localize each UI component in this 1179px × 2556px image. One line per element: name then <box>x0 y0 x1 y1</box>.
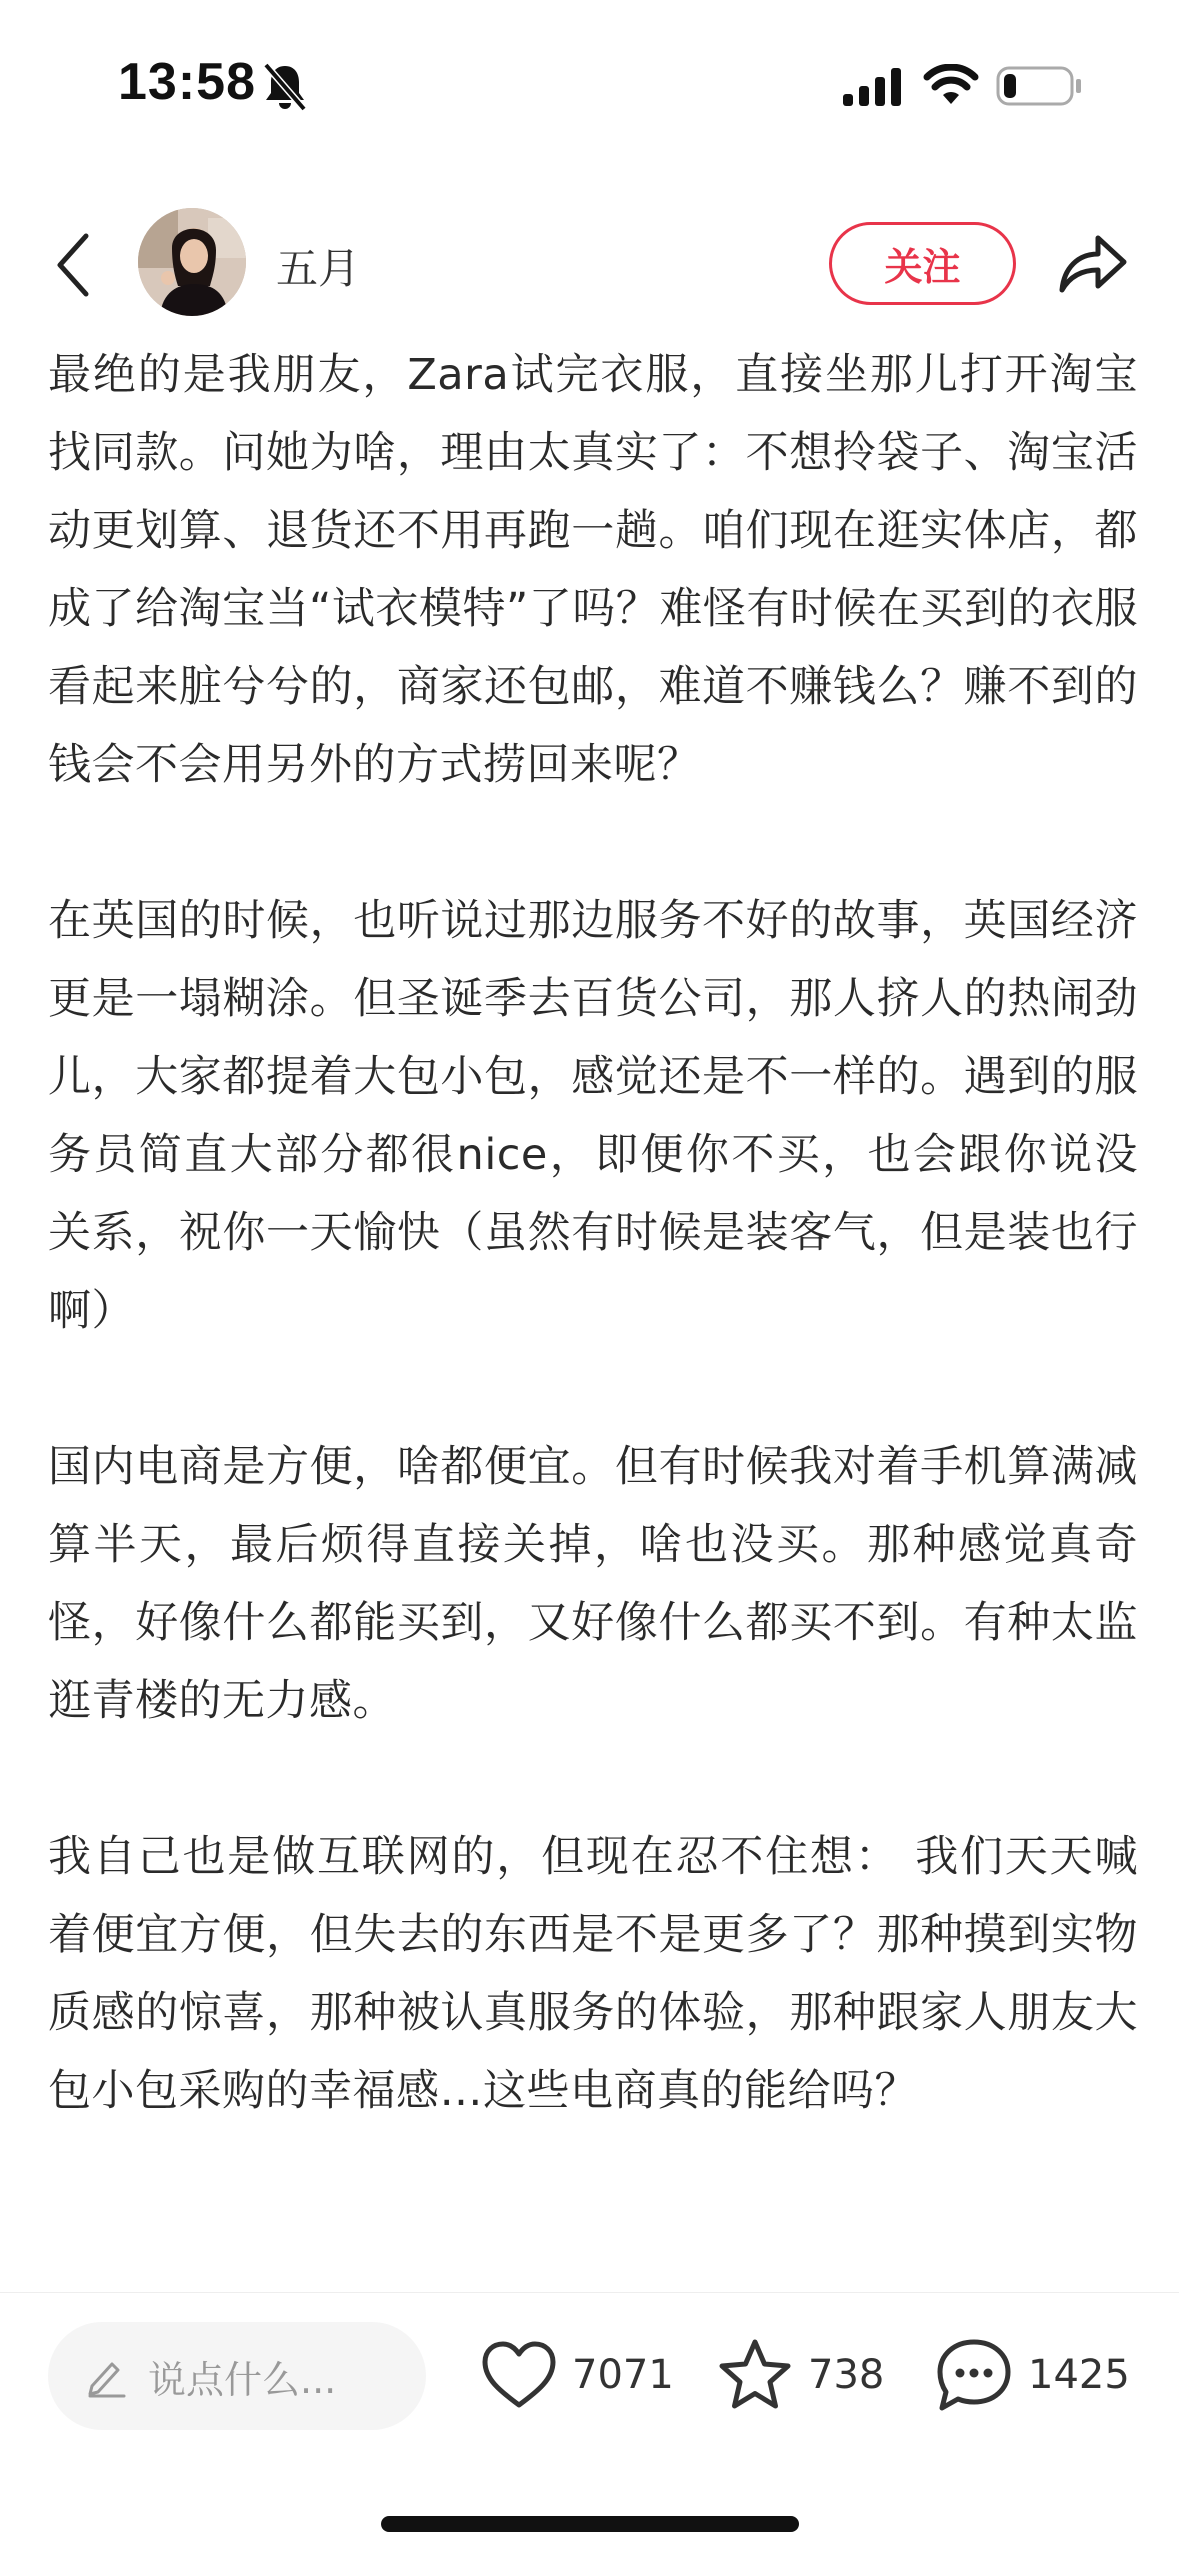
wifi-icon <box>923 64 979 108</box>
post-paragraph: 我自己也是做互联网的，但现在忍不住想： 我们天天喊着便宜方便，但失去的东西是不是更多了？那种摸到实物质感的惊喜，那种被认真服务的体验，那种跟家人朋友大包小包采购的幸福感…这些电商真的能给吗？ <box>48 1832 1138 2116</box>
post-paragraph: 最绝的是我朋友，Zara试完衣服，直接坐那儿打开淘宝找同款。问她为啥，理由太真实了：不想拎袋子、淘宝活动更划算、退货还不用再跑一趟。咱们现在逛实体店，都成了给淘宝当“试衣模特”了吗？难怪有时候在买到的衣服看起来脏兮兮的，商家还包邮，难道不赚钱么？赚不到的钱会不会用另外的方式捞回来呢？ <box>48 350 1138 790</box>
share-icon[interactable] <box>1056 230 1128 296</box>
back-icon[interactable] <box>52 230 92 300</box>
battery-icon <box>996 64 1082 108</box>
post-header <box>0 200 1179 330</box>
bell-off-icon <box>262 62 308 112</box>
post-paragraph: 在英国的时候，也听说过那边服务不好的故事，英国经济更是一塌糊涂。但圣诞季去百货公司，那人挤人的热闹劲儿，大家都提着大包小包，感觉还是不一样的。遇到的服务员简直大部分都很nice，即便你不买，也会跟你说没关系，祝你一天愉快（虽然有时候是装客气，但是装也行啊） <box>48 896 1138 1336</box>
comment-button[interactable] <box>934 2330 1130 2420</box>
comment-input[interactable] <box>48 2322 426 2430</box>
like-button[interactable] <box>480 2330 674 2420</box>
post-body <box>48 336 1138 2130</box>
author-name[interactable]: 五月 <box>276 244 361 293</box>
collect-count: 738 <box>808 2352 885 2398</box>
status-bar <box>0 0 1179 170</box>
comment-bubble-icon <box>934 2336 1014 2414</box>
heart-icon <box>480 2339 558 2411</box>
follow-button[interactable]: 关注 <box>829 222 1016 305</box>
like-count: 7071 <box>572 2352 674 2398</box>
collect-button[interactable] <box>716 2330 884 2420</box>
post-paragraph: 国内电商是方便，啥都便宜。但有时候我对着手机算满减算半天，最后烦得直接关掉，啥也没买。那种感觉真奇怪，好像什么都能买到，又好像什么都买不到。有种太监逛青楼的无力感。 <box>48 1442 1138 1726</box>
bottom-divider <box>0 2292 1179 2293</box>
pen-icon <box>84 2354 128 2398</box>
comment-placeholder: 说点什么... <box>148 2357 337 2402</box>
signal-icon <box>843 68 903 108</box>
home-indicator[interactable] <box>381 2516 799 2532</box>
author-avatar[interactable] <box>138 208 246 316</box>
star-icon <box>716 2337 794 2413</box>
status-time: 13:58 <box>118 53 256 111</box>
comment-count: 1425 <box>1028 2352 1130 2398</box>
